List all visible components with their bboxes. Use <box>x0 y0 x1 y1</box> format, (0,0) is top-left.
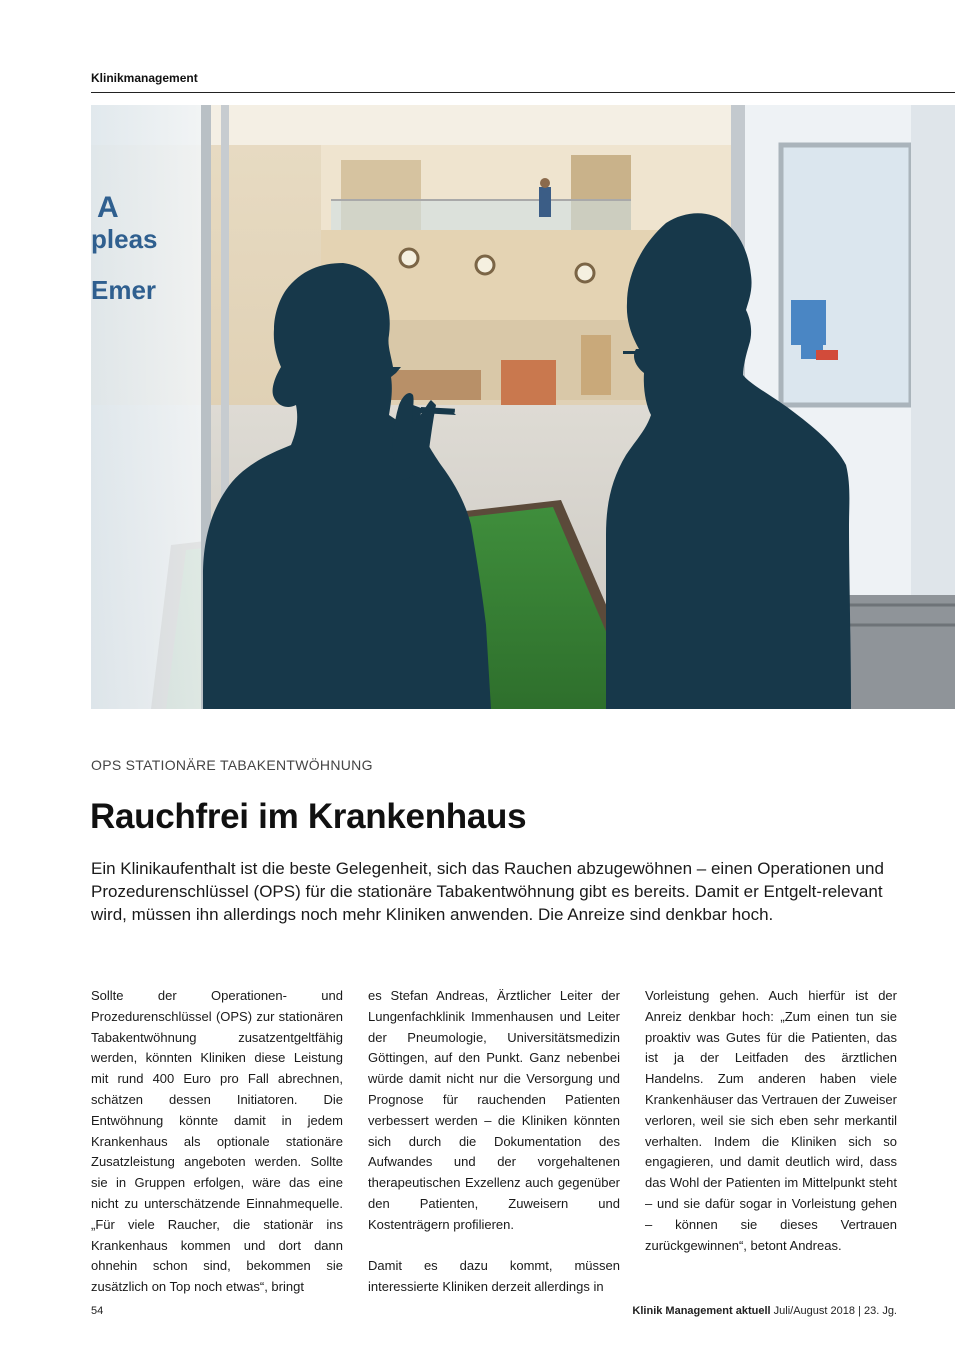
hero-photo <box>91 105 955 709</box>
footer-separator: | <box>858 1305 861 1317</box>
footer-publication-info <box>632 1305 897 1317</box>
publication-name: Klinik Management aktuell <box>632 1305 771 1317</box>
article-headline: Rauchfrei im Krankenhaus <box>90 797 527 836</box>
article-lead: Ein Klinikaufenthalt ist die beste Gelegenheit, sich das Rauchen abzugewöhnen – einen Operationen und Prozedurenschlüssel (OPS) für die stationäre Tabakentwöhnung gibt es bereits. Damit er Entgelt-relevant wird, müssen ihn allerdings noch mehr Kliniken anwenden. Die Anreize sind denkbar hoch. <box>91 859 884 924</box>
page-number: 54 <box>91 1305 104 1317</box>
section-label: Klinikmanagement <box>91 71 198 85</box>
issue-date: Juli/August 2018 <box>773 1305 855 1317</box>
body-paragraph: Vorleistung gehen. Auch hierfür ist der Anreiz denkbar hoch: „Zum einen tun sie proaktiv was Gutes für die Patienten, das ist ja der Leitfaden des ärztlichen Handelns. Zum anderen haben viele Krankenhäuser das Vertrauen der Zuweiser verloren, weil sie sich eben sehr merkantil verhalten. Indem die Kliniken sich so engagieren, und damit deutlich wird, dass das Wohl der Patienten im Mittelpunkt steht – und sie dafür sogar in Vorleistung gehen – können sie dieses Vertrauen zurückgewinnen“, betont Andreas. <box>645 988 897 1253</box>
body-paragraph: es Stefan Andreas, Ärztlicher Leiter der Lungenfachklinik Immenhausen und Leiter der Pneumologie, Universitätsmedizin Göttingen, auf den Punkt. Ganz nebenbei würde damit nicht nur die Versorgung und Prognose für rauchenden Patienten verbessert werden – die Kliniken könnten sich durch die Dokumentation des Aufwandes und der vorgehaltenen therapeutischen Exzellenz auch gegenüber den Patienten, Zuweisern und Kostenträgern profilieren. <box>368 988 620 1232</box>
body-paragraph: Damit es dazu kommt, müssen interessierte Kliniken derzeit allerdings in <box>368 1258 620 1295</box>
body-column-3 <box>645 986 897 1256</box>
body-column-2 <box>368 986 620 1298</box>
header-rule <box>91 92 955 93</box>
article-kicker: OPS STATIONÄRE TABAKENTWÖHNUNG <box>91 757 373 773</box>
volume: 23. Jg. <box>863 1305 897 1317</box>
door-sign-line-2: pleas <box>91 224 158 254</box>
door-sign-line-1: A <box>97 191 119 224</box>
body-column-1 <box>91 986 343 1298</box>
body-paragraph: Sollte der Operationen- und Prozedurenschlüssel (OPS) zur stationären Tabakentwöhnung zusatzentgeltfähig werden, könnten Kliniken diese Leistung mit rund 400 Euro pro Fall abrechnen, schätzen dessen Initiatoren. Die Entwöhnung könnte damit in jedem Krankenhaus als optionale stationäre Zusatzleistung angeboten werden. Sollte sie in Gruppen erfolgen, wäre das eine nicht zu unterschätzende Einnahmequelle. „Für viele Raucher, die stationär ins Krankenhaus kommen und dort dann ohnehin schon sind, bekommen sie zusätzlich on Top noch etwas“, bringt <box>91 988 343 1295</box>
door-sign-line-3: Emer <box>91 275 157 305</box>
